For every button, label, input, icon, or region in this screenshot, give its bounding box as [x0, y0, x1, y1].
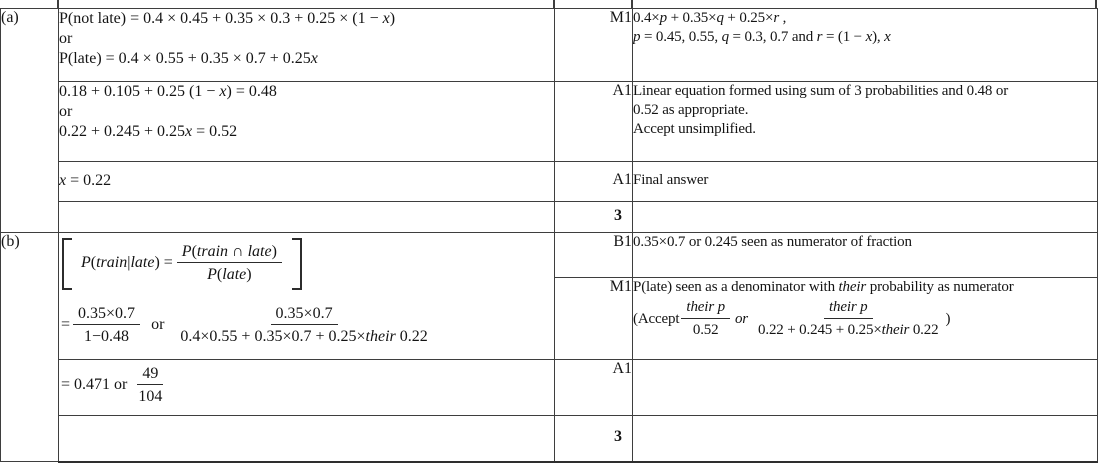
- fraction-numerator: their p: [681, 298, 730, 319]
- work-line: 0.18 + 0.105 + 0.25 (1 − x) = 0.48: [59, 83, 277, 100]
- part-a-label: (a): [1, 9, 59, 233]
- fraction-numerator: P(train ∩ late): [177, 242, 282, 263]
- fraction: [681, 298, 730, 340]
- note-cell-a1: [633, 82, 1098, 162]
- fraction-numerator: 49: [137, 364, 163, 385]
- note-line: Final answer: [633, 172, 709, 188]
- fraction: [175, 304, 432, 346]
- mark-cell-m1: M1: [555, 9, 633, 82]
- note-cell-final-answer: [633, 162, 1098, 202]
- accept-close: ): [945, 310, 951, 327]
- fraction: [73, 304, 140, 346]
- note-cell-b1: [633, 233, 1098, 278]
- note-line: p = 0.45, 0.55, q = 0.3, 0.7 and r = (1 − x), x: [633, 29, 891, 45]
- right-square-bracket: [292, 238, 302, 290]
- work-cell-a-row1: [59, 9, 555, 82]
- note-line: 0.52 as appropriate.: [633, 102, 749, 118]
- fraction-numerator: 0.35×0.7: [73, 304, 140, 325]
- mark-cell-a1: A1: [555, 162, 633, 202]
- note-cell-empty: [633, 416, 1098, 462]
- left-square-bracket: [62, 238, 72, 290]
- answer-prefix: = 0.471 or: [61, 376, 128, 393]
- work-cell-b-answer: [59, 360, 555, 416]
- conditional-probability-formula: [62, 238, 302, 290]
- fraction-numerator: their p: [824, 298, 873, 319]
- work-cell-a-answer: [59, 162, 555, 202]
- mark-cell-a1: A1: [555, 360, 633, 416]
- work-cell-a-row2: [59, 82, 555, 162]
- mark-cell-b1: B1: [555, 233, 633, 278]
- work-cell-b-formula: [59, 233, 555, 360]
- note-cell-m1: [633, 278, 1098, 360]
- equals-sign: =: [61, 316, 71, 333]
- or-word: or: [151, 316, 165, 333]
- or-word: or: [734, 310, 748, 327]
- note-cell-m1: [633, 9, 1098, 82]
- final-answer-expression: [61, 364, 167, 406]
- note-line: Accept unsimplified.: [633, 121, 756, 137]
- fraction-denominator: P(late): [207, 266, 252, 283]
- work-cell-empty: [59, 416, 555, 462]
- work-line: or: [59, 103, 73, 120]
- mark-scheme-table: [0, 8, 1098, 463]
- mark-cell-a1: A1: [555, 82, 633, 162]
- work-line: P(not late) = 0.4 × 0.45 + 0.35 × 0.3 + 0.25 × (1 − x): [59, 10, 396, 27]
- fraction-denominator: 0.4×0.55 + 0.35×0.7 + 0.25×their 0.22: [180, 328, 428, 345]
- accept-expression: [633, 298, 950, 340]
- note-line: 0.4×p + 0.35×q + 0.25×r ,: [633, 10, 787, 26]
- substituted-expression: [61, 304, 433, 346]
- fraction-numerator: 0.35×0.7: [271, 304, 338, 325]
- fraction-denominator: 1−0.48: [84, 328, 130, 345]
- fraction-denominator: 0.52: [692, 322, 719, 338]
- note-line: Linear equation formed using sum of 3 probabilities and 0.48 or: [633, 83, 1009, 99]
- note-line: P(late) seen as a denominator with their probability as numerator: [633, 279, 1014, 295]
- part-b-label: (b): [1, 233, 59, 462]
- work-cell-empty: [59, 202, 555, 233]
- note-cell-empty: [633, 202, 1098, 233]
- mark-total-a: 3: [555, 202, 633, 233]
- work-line: 0.22 + 0.245 + 0.25x = 0.52: [59, 123, 238, 140]
- mark-total-b: 3: [555, 416, 633, 462]
- formula-lhs: P(train|late) =: [81, 254, 173, 271]
- fraction-denominator: 0.22 + 0.245 + 0.25×their 0.22: [758, 322, 939, 338]
- note-line: 0.35×0.7 or 0.245 seen as numerator of fraction: [633, 234, 912, 250]
- accept-open: (Accept: [633, 310, 680, 327]
- work-line: x = 0.22: [59, 172, 112, 189]
- fraction: [753, 298, 944, 340]
- fraction-denominator: 104: [138, 388, 163, 405]
- fraction: [133, 364, 167, 406]
- note-cell-empty: [633, 360, 1098, 416]
- work-line: P(late) = 0.4 × 0.55 + 0.35 × 0.7 + 0.25x: [59, 50, 318, 67]
- work-line: or: [59, 30, 73, 47]
- fraction: [177, 242, 282, 284]
- mark-cell-m1: M1: [555, 278, 633, 360]
